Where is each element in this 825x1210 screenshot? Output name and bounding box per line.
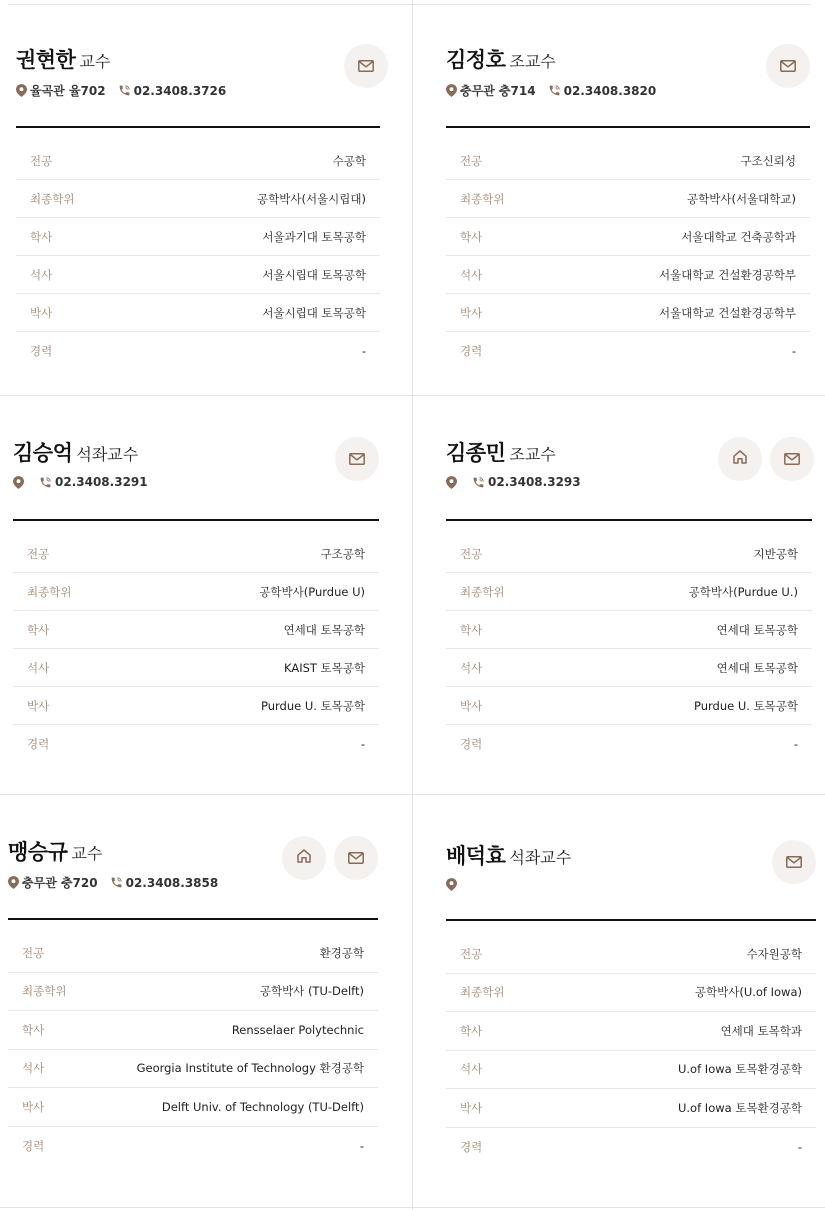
detail-row-degree bbox=[446, 974, 816, 1013]
professor-title: 교수 bbox=[79, 52, 111, 71]
row-value: - bbox=[793, 737, 798, 751]
professor-card bbox=[8, 836, 378, 1186]
map-pin-icon bbox=[16, 84, 30, 97]
row-label: 학사 bbox=[30, 229, 53, 244]
row-label: 석사 bbox=[460, 660, 483, 675]
map-pin-icon bbox=[13, 476, 27, 489]
professor-name-line bbox=[446, 44, 556, 74]
professor-name: 권현한 bbox=[16, 48, 76, 72]
detail-table bbox=[13, 535, 379, 763]
row-separator bbox=[0, 794, 825, 795]
action-buttons bbox=[764, 840, 816, 884]
detail-row-master bbox=[16, 256, 380, 294]
row-label: 전공 bbox=[22, 945, 45, 960]
map-pin-icon bbox=[446, 878, 460, 891]
row-value: 공학박사(서울대학교) bbox=[687, 191, 796, 206]
professor-name-line bbox=[446, 437, 556, 467]
row-label: 박사 bbox=[460, 1100, 483, 1115]
header-divider bbox=[16, 126, 380, 128]
row-label: 박사 bbox=[460, 305, 483, 320]
row-value: 서울시립대 토목공학 bbox=[262, 305, 366, 320]
row-label: 박사 bbox=[22, 1099, 45, 1114]
phone-icon bbox=[118, 84, 134, 97]
professor-card bbox=[16, 44, 380, 384]
row-label: 전공 bbox=[30, 153, 53, 168]
detail-row-degree bbox=[16, 180, 380, 218]
contact-info bbox=[446, 82, 668, 99]
row-value: KAIST 토목공학 bbox=[283, 660, 365, 675]
professor-name: 김종민 bbox=[446, 441, 506, 465]
detail-row-career bbox=[13, 725, 379, 763]
map-pin-icon bbox=[8, 876, 22, 889]
contact-info bbox=[16, 82, 238, 99]
row-label: 학사 bbox=[27, 622, 50, 637]
contact-info bbox=[13, 475, 160, 489]
professor-title: 교수 bbox=[71, 844, 103, 863]
detail-row-degree bbox=[8, 973, 378, 1012]
row-label: 학사 bbox=[460, 1023, 483, 1038]
contact-info bbox=[446, 878, 472, 891]
homepage-button[interactable] bbox=[282, 836, 326, 880]
header-divider bbox=[446, 519, 812, 521]
header-divider bbox=[446, 919, 816, 921]
professor-name-line bbox=[446, 840, 571, 870]
detail-row-bachelor bbox=[8, 1011, 378, 1050]
professor-name: 맹승규 bbox=[8, 840, 68, 864]
row-value: 공학박사(서울시립대) bbox=[257, 191, 366, 206]
row-value: 서울대학교 건설환경공학부 bbox=[659, 267, 796, 282]
row-value: 서울과기대 토목공학 bbox=[262, 229, 366, 244]
mail-icon bbox=[358, 57, 374, 76]
professor-title: 조교수 bbox=[509, 52, 556, 71]
action-buttons bbox=[758, 44, 810, 88]
row-value: 공학박사(Purdue U.) bbox=[688, 584, 798, 599]
detail-row-master bbox=[13, 649, 379, 687]
row-label: 최종학위 bbox=[27, 584, 72, 599]
row-value: U.of Iowa 토목환경공학 bbox=[677, 1062, 802, 1077]
row-label: 최종학위 bbox=[30, 191, 75, 206]
phone-icon bbox=[472, 476, 488, 489]
row-label: 경력 bbox=[460, 344, 483, 358]
bottom-border bbox=[0, 1207, 825, 1208]
detail-row-doctorate bbox=[446, 1089, 816, 1128]
row-label: 박사 bbox=[460, 698, 483, 713]
email-button[interactable] bbox=[772, 840, 816, 884]
email-button[interactable] bbox=[335, 437, 379, 481]
phone-text: 02.3408.3293 bbox=[488, 475, 581, 489]
row-value: - bbox=[361, 344, 366, 358]
detail-row-career bbox=[446, 1128, 816, 1167]
professor-card bbox=[446, 44, 810, 384]
location-text: 충무관 충720 bbox=[22, 876, 98, 890]
detail-row-master bbox=[8, 1050, 378, 1089]
row-value: 수공학 bbox=[332, 153, 366, 168]
detail-row-major bbox=[16, 142, 380, 180]
phone bbox=[39, 475, 148, 489]
row-value: Purdue U. 토목공학 bbox=[693, 698, 798, 713]
action-buttons bbox=[274, 836, 378, 880]
phone-icon bbox=[110, 876, 126, 889]
row-label: 석사 bbox=[27, 660, 50, 675]
detail-row-doctorate bbox=[13, 687, 379, 725]
row-value: 공학박사(Purdue U) bbox=[259, 584, 365, 599]
action-buttons bbox=[710, 437, 814, 481]
homepage-button[interactable] bbox=[718, 437, 762, 481]
row-value: - bbox=[360, 737, 365, 751]
header-divider bbox=[446, 126, 810, 128]
row-label: 석사 bbox=[460, 1062, 483, 1077]
detail-row-bachelor bbox=[446, 611, 812, 649]
detail-row-bachelor bbox=[446, 218, 810, 256]
row-label: 경력 bbox=[460, 737, 483, 751]
row-value: - bbox=[791, 344, 796, 358]
professor-name: 김정호 bbox=[446, 48, 506, 72]
row-value: 연세대 토목학과 bbox=[720, 1023, 802, 1038]
row-label: 전공 bbox=[460, 153, 483, 168]
detail-table bbox=[446, 142, 810, 370]
detail-row-major bbox=[446, 935, 816, 974]
detail-table bbox=[446, 935, 816, 1166]
location-text: 충무관 충714 bbox=[460, 84, 536, 98]
contact-info bbox=[8, 874, 230, 891]
row-value: 서울대학교 건설환경공학부 bbox=[659, 305, 796, 320]
row-label: 경력 bbox=[27, 737, 50, 751]
detail-row-career bbox=[446, 332, 810, 370]
phone-icon bbox=[39, 476, 55, 489]
row-value: 서울대학교 건축공학과 bbox=[681, 229, 796, 244]
phone bbox=[548, 84, 657, 98]
phone-text: 02.3408.3820 bbox=[563, 83, 657, 98]
row-label: 석사 bbox=[460, 267, 483, 282]
row-value: 연세대 토목공학 bbox=[283, 622, 365, 637]
detail-row-master bbox=[446, 256, 810, 294]
mail-icon bbox=[349, 450, 365, 469]
home-icon bbox=[296, 848, 312, 868]
row-value: 지반공학 bbox=[753, 546, 798, 561]
email-button[interactable] bbox=[766, 44, 810, 88]
map-pin-icon bbox=[446, 84, 460, 97]
row-label: 전공 bbox=[460, 946, 483, 961]
detail-row-doctorate bbox=[16, 294, 380, 332]
professor-title: 석좌교수 bbox=[509, 848, 572, 867]
action-buttons bbox=[327, 437, 379, 481]
professor-title: 석좌교수 bbox=[76, 445, 139, 464]
detail-table bbox=[446, 535, 812, 763]
email-button[interactable] bbox=[344, 44, 388, 88]
row-value: 공학박사(U.of Iowa) bbox=[694, 985, 802, 1000]
email-button[interactable] bbox=[334, 836, 378, 880]
row-label: 전공 bbox=[27, 546, 50, 561]
row-value: U.of Iowa 토목환경공학 bbox=[677, 1100, 802, 1115]
phone-text: 02.3408.3726 bbox=[133, 83, 227, 98]
detail-row-master bbox=[446, 649, 812, 687]
row-label: 최종학위 bbox=[460, 191, 505, 206]
detail-row-doctorate bbox=[446, 687, 812, 725]
professor-title: 조교수 bbox=[509, 445, 556, 464]
row-label: 경력 bbox=[460, 1139, 483, 1154]
mail-icon bbox=[780, 57, 796, 76]
professor-card bbox=[13, 437, 379, 782]
row-label: 박사 bbox=[27, 698, 50, 713]
row-value: 구조신뢰성 bbox=[740, 153, 796, 168]
detail-table bbox=[8, 934, 378, 1165]
row-label: 최종학위 bbox=[460, 985, 505, 1000]
detail-row-master bbox=[446, 1051, 816, 1090]
contact-info bbox=[446, 475, 593, 489]
column-divider bbox=[412, 0, 413, 1210]
row-label: 학사 bbox=[460, 229, 483, 244]
row-value: 공학박사 (TU-Delft) bbox=[259, 984, 364, 999]
professor-name-line bbox=[13, 437, 138, 467]
row-label: 박사 bbox=[30, 305, 53, 320]
phone-text: 02.3408.3291 bbox=[55, 475, 148, 489]
location-text: 율곡관 율702 bbox=[30, 84, 106, 98]
home-icon bbox=[732, 449, 748, 469]
action-buttons bbox=[336, 44, 388, 88]
detail-row-major bbox=[8, 934, 378, 973]
professor-card bbox=[446, 840, 816, 1190]
detail-row-major bbox=[446, 535, 812, 573]
row-value: Purdue U. 토목공학 bbox=[260, 698, 365, 713]
detail-row-bachelor bbox=[13, 611, 379, 649]
mail-icon bbox=[786, 853, 802, 872]
professor-card bbox=[446, 437, 812, 782]
professor-name: 김승억 bbox=[13, 441, 73, 465]
row-separator bbox=[0, 395, 825, 396]
row-value: 수자원공학 bbox=[746, 946, 802, 961]
row-label: 경력 bbox=[30, 344, 53, 358]
detail-row-bachelor bbox=[16, 218, 380, 256]
row-value: - bbox=[359, 1138, 364, 1153]
detail-row-career bbox=[16, 332, 380, 370]
phone-icon bbox=[548, 84, 564, 97]
row-value: Rensselaer Polytechnic bbox=[231, 1022, 364, 1037]
row-label: 학사 bbox=[22, 1022, 45, 1037]
row-label: 최종학위 bbox=[22, 984, 67, 999]
detail-row-major bbox=[446, 142, 810, 180]
detail-row-degree bbox=[13, 573, 379, 611]
email-button[interactable] bbox=[770, 437, 814, 481]
professor-name-line bbox=[8, 836, 102, 866]
detail-row-bachelor bbox=[446, 1012, 816, 1051]
phone bbox=[110, 876, 219, 890]
header-divider bbox=[8, 918, 378, 920]
map-pin-icon bbox=[446, 476, 460, 489]
top-border bbox=[8, 4, 810, 5]
detail-row-career bbox=[446, 725, 812, 763]
location bbox=[8, 874, 98, 891]
phone bbox=[472, 475, 581, 489]
professor-name-line bbox=[16, 44, 110, 74]
row-label: 석사 bbox=[30, 267, 53, 282]
location bbox=[446, 476, 460, 489]
row-value: - bbox=[797, 1139, 802, 1154]
detail-row-doctorate bbox=[8, 1088, 378, 1127]
location bbox=[446, 878, 460, 891]
row-value: Georgia Institute of Technology 환경공학 bbox=[136, 1061, 364, 1076]
row-label: 최종학위 bbox=[460, 584, 505, 599]
detail-row-degree bbox=[446, 180, 810, 218]
detail-table bbox=[16, 142, 380, 370]
row-value: 연세대 토목공학 bbox=[716, 622, 798, 637]
row-value: 서울시립대 토목공학 bbox=[262, 267, 366, 282]
detail-row-career bbox=[8, 1127, 378, 1166]
row-label: 학사 bbox=[460, 622, 483, 637]
detail-row-major bbox=[13, 535, 379, 573]
location bbox=[446, 82, 536, 99]
professor-name: 배덕효 bbox=[446, 844, 506, 868]
row-value: 환경공학 bbox=[319, 945, 364, 960]
row-label: 석사 bbox=[22, 1061, 45, 1076]
location bbox=[16, 82, 106, 99]
mail-icon bbox=[348, 849, 364, 868]
header-divider bbox=[13, 519, 379, 521]
location bbox=[13, 476, 27, 489]
mail-icon bbox=[784, 450, 800, 469]
row-label: 전공 bbox=[460, 546, 483, 561]
phone bbox=[118, 84, 227, 98]
detail-row-degree bbox=[446, 573, 812, 611]
detail-row-doctorate bbox=[446, 294, 810, 332]
row-label: 경력 bbox=[22, 1138, 45, 1153]
row-value: Delft Univ. of Technology (TU-Delft) bbox=[161, 1099, 364, 1114]
row-value: 연세대 토목공학 bbox=[716, 660, 798, 675]
row-value: 구조공학 bbox=[320, 546, 365, 561]
phone-text: 02.3408.3858 bbox=[125, 875, 219, 890]
